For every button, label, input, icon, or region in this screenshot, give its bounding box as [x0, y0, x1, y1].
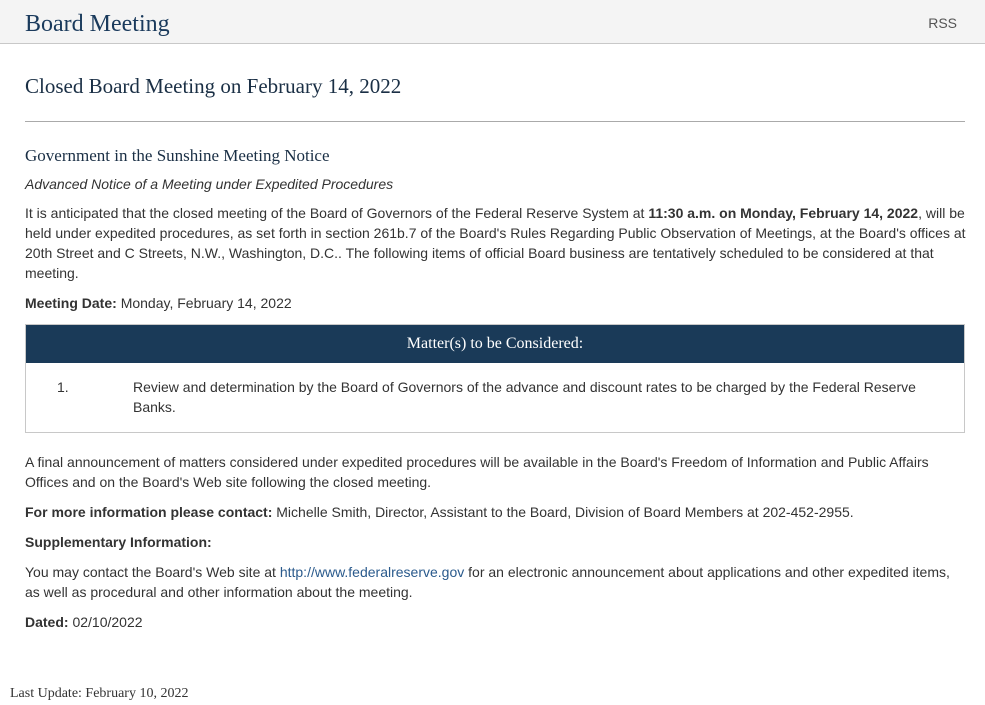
- matter-text: Review and determination by the Board of Governors of the advance and discount rates to be charged by the Federal Reserve Banks.: [133, 379, 916, 415]
- meeting-date-label: Meeting Date:: [25, 295, 117, 311]
- matter-number: 1.: [57, 379, 69, 395]
- matters-table: [25, 324, 965, 433]
- intro-text-end: , will be held under expedited procedures, as set forth in section 261b.7 of the Board's Rules Regarding Public Observation of Meetings, at the Board's offices at 20th Street and C Streets, N.W., Washington, D.C.. The following items of official Board business are tentatively scheduled to be considered at that meeting.: [25, 205, 966, 281]
- meeting-date: [25, 293, 967, 313]
- title-divider: [25, 121, 965, 122]
- federalreserve-link[interactable]: http://www.federalreserve.gov: [279, 564, 465, 580]
- supplementary-label: Supplementary Information:: [25, 534, 212, 550]
- meeting-date-value: Monday, February 14, 2022: [120, 295, 292, 311]
- site-title[interactable]: Board Meeting: [25, 11, 170, 37]
- contact-label: For more information please contact:: [25, 504, 273, 520]
- supplementary-heading: [25, 532, 967, 552]
- final-announcement: A final announcement of matters considered under expedited procedures will be available in the Board's Freedom of Information and Public Affairs Offices and on the Board's Web site following the closed meeting.: [25, 454, 929, 490]
- dated-value: 02/10/2022: [72, 614, 143, 630]
- dated-label: Dated:: [25, 614, 69, 630]
- site-header: [0, 0, 985, 44]
- supplementary-text: [25, 562, 967, 602]
- contact-info: [25, 502, 967, 522]
- supplementary-text-end: for an electronic announcement about applications and other expedited items, as well as procedural and other information about the meeting.: [25, 564, 950, 600]
- supplementary-text-start: You may contact the Board's Web site at: [25, 564, 280, 580]
- rss-link[interactable]: RSS: [928, 15, 957, 31]
- notice-subtitle: Advanced Notice of a Meeting under Expedited Procedures: [25, 176, 394, 192]
- intro-text-start: It is anticipated that the closed meeting of the Board of Governors of the Federal Reserve System at: [25, 205, 649, 221]
- last-update: Last Update: February 10, 2022: [10, 686, 189, 701]
- contact-value: Michelle Smith, Director, Assistant to the Board, Division of Board Members at 202-452-2955.: [276, 504, 854, 520]
- intro-paragraph: [25, 203, 967, 283]
- meeting-time-emphasis: 11:30 a.m. on Monday, February 14, 2022: [648, 205, 919, 221]
- page-title: Closed Board Meeting on February 14, 2022: [25, 74, 402, 98]
- dated-line: [25, 612, 967, 632]
- matter-row: [26, 363, 964, 433]
- section-title: Government in the Sunshine Meeting Notice: [25, 146, 330, 165]
- matters-heading: Matter(s) to be Considered:: [26, 325, 964, 363]
